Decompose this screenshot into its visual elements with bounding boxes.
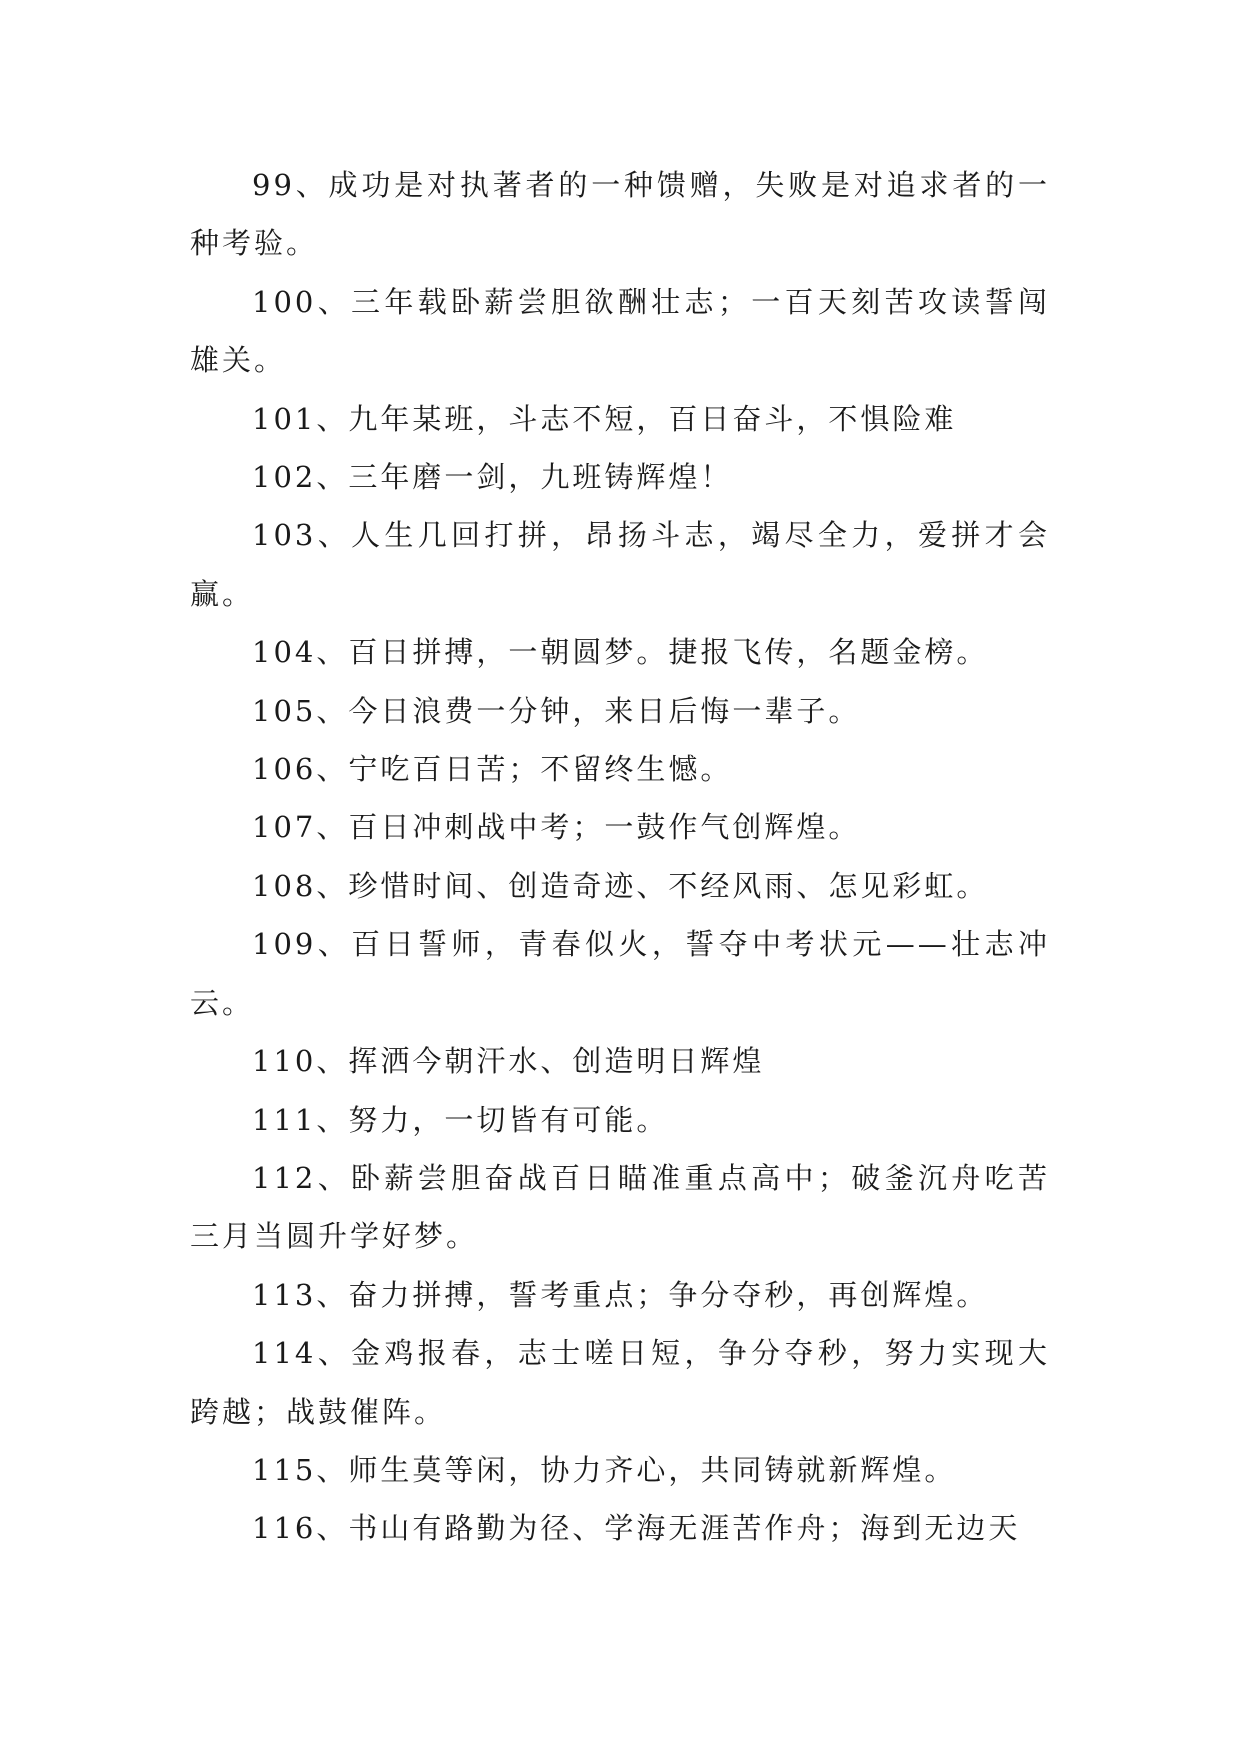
- paragraph-116: 116、书山有路勤为径、学海无涯苦作舟；海到无边天: [252, 1511, 1021, 1546]
- paragraph-112: 112、卧薪尝胆奋战百日瞄准重点高中；破釜沉舟吃苦三月当圆升学好梦。: [190, 1160, 1050, 1254]
- document-body: [190, 156, 1050, 1558]
- paragraph-113: 113、奋力拼搏，誓考重点；争分夺秒，再创辉煌。: [252, 1277, 989, 1312]
- paragraph-114: 114、金鸡报春，志士嗟日短，争分夺秒，努力实现大跨越；战鼓催阵。: [190, 1336, 1050, 1429]
- paragraph-101: 101、九年某班，斗志不短，百日奋斗，不惧险难: [252, 401, 957, 436]
- paragraph-115: 115、师生莫等闲，协力齐心，共同铸就新辉煌。: [252, 1452, 957, 1487]
- paragraph-111: 111、努力，一切皆有可能。: [252, 1102, 669, 1137]
- paragraph-106: 106、宁吃百日苦；不留终生憾。: [252, 752, 733, 787]
- paragraph-99: 99、成功是对执著者的一种馈赠，失败是对追求者的一种考验。: [190, 168, 1050, 261]
- paragraph-110: 110、挥洒今朝汗水、创造明日辉煌: [252, 1044, 765, 1079]
- paragraph-100: 100、三年载卧薪尝胆欲酬壮志；一百天刻苦攻读誓闯雄关。: [190, 284, 1050, 378]
- paragraph-107: 107、百日冲刺战中考；一鼓作气创辉煌。: [252, 810, 861, 845]
- paragraph-105: 105、今日浪费一分钟，来日后悔一辈子。: [252, 693, 861, 728]
- paragraph-108: 108、珍惜时间、创造奇迹、不经风雨、怎见彩虹。: [252, 868, 989, 903]
- paragraph-109: 109、百日誓师，青春似火，誓夺中考状元——壮志冲云。: [190, 927, 1050, 1020]
- paragraph-104: 104、百日拼搏，一朝圆梦。捷报飞传，名题金榜。: [252, 635, 989, 670]
- paragraph-103: 103、人生几回打拼，昂扬斗志，竭尽全力，爱拼才会赢。: [190, 518, 1050, 611]
- paragraph-102: 102、三年磨一剑，九班铸辉煌！: [252, 460, 733, 495]
